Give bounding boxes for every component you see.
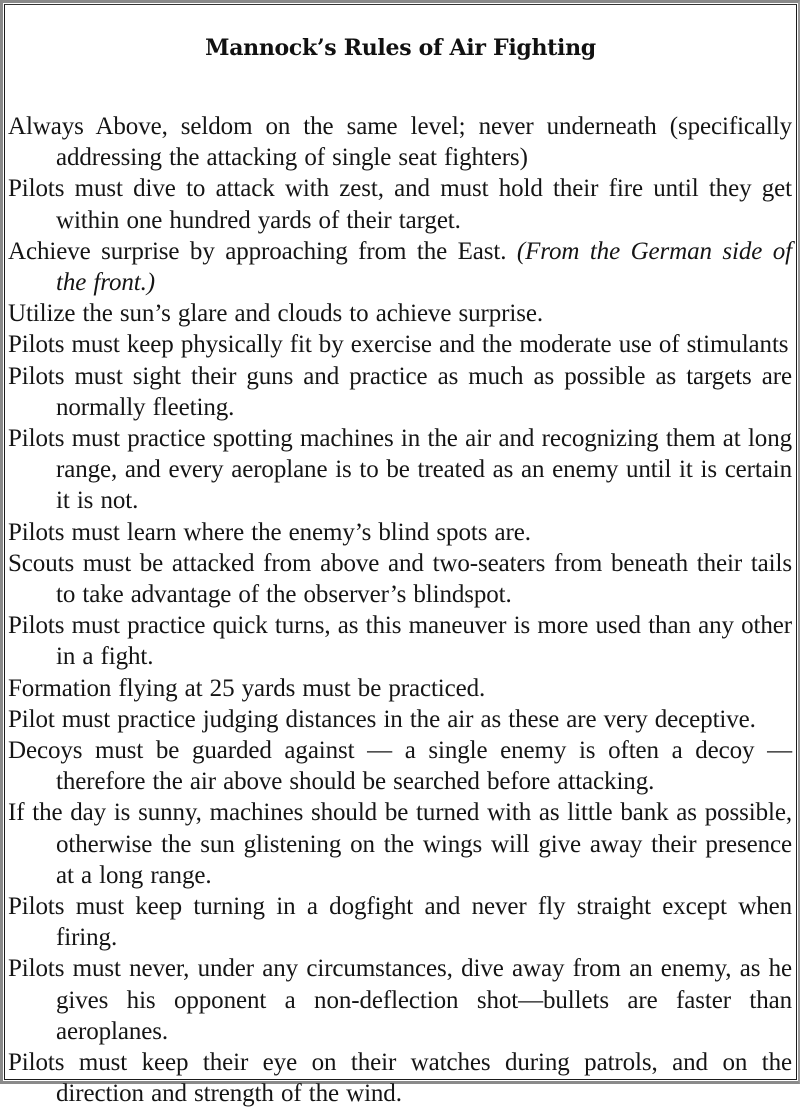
rule-text: Formation flying at 25 yards must be practiced. [8,674,486,702]
rule-text: Pilots must keep turning in a dogfight and never fly straight except when firing. [8,893,792,952]
rule-item [8,361,792,423]
rule-text: Pilots must learn where the enemy’s blind spots are. [8,518,531,546]
rule-text: If the day is sunny, machines should be turned with as little bank as possible, otherwise the sun glistening on the wings will give away their presence at a long range. [8,799,792,889]
rule-text: Pilots must never, under any circumstances, dive away from an enemy, as he gives his opponent a non-deflection shot—bullets are faster than aeroplanes. [8,955,792,1045]
rule-item [8,797,792,891]
document-border [4,4,797,1108]
rule-text: Pilot must practice judging distances in the air as these are very deceptive. [8,705,756,733]
rule-item [8,735,792,797]
rule-text: Pilots must keep physically fit by exercise and the moderate use of stimulants [8,331,789,359]
rule-item [8,1047,792,1109]
rule-note: (From the German side of the front.) [56,237,793,297]
rules-list [5,89,796,1110]
rule-text: Achieve surprise by approaching from the East. [8,237,517,265]
rule-text: Pilots must dive to attack with zest, and must hold their fire until they get within one hundred yards of their target. [8,175,792,234]
rule-item [8,329,792,360]
rule-item [8,236,792,298]
rule-item [8,517,792,548]
rule-text: Always Above, seldom on the same level; never underneath (specifically addressing the attacking of single seat fighters) [8,113,792,172]
rule-text: Pilots must sight their guns and practice as much as possible as targets are normally fleeting. [8,362,792,421]
rule-text: Scouts must be attacked from above and two-seaters from beneath their tails to take advantage of the observer’s blindspot. [8,549,792,609]
rule-item [8,953,792,1047]
rule-item [8,704,792,735]
rule-text: Pilots must practice quick turns, as this maneuver is more used than any other in a fight. [8,612,792,671]
rule-item [8,298,792,329]
rule-text: Decoys must be guarded against — a single enemy is often a decoy — therefore the air above should be searched before attacking. [8,737,792,796]
rule-item [8,891,792,953]
rule-text: Utilize the sun’s glare and clouds to achieve surprise. [8,300,543,328]
rule-item [8,673,792,704]
document-title: Mannock’s Rules of Air Fighting [205,35,596,61]
rule-text: Pilots must practice spotting machines in the air and recognizing them at long range, and every aeroplane is to be treated as an enemy until it is certain it is not. [8,425,792,515]
rule-item [8,610,792,672]
rule-item [8,423,792,517]
rule-item [8,173,792,235]
rule-text: Pilots must keep their eye on their watches during patrols, and on the direction and strength of the wind. [8,1049,792,1108]
rule-item [8,111,792,173]
rule-item [8,548,792,610]
